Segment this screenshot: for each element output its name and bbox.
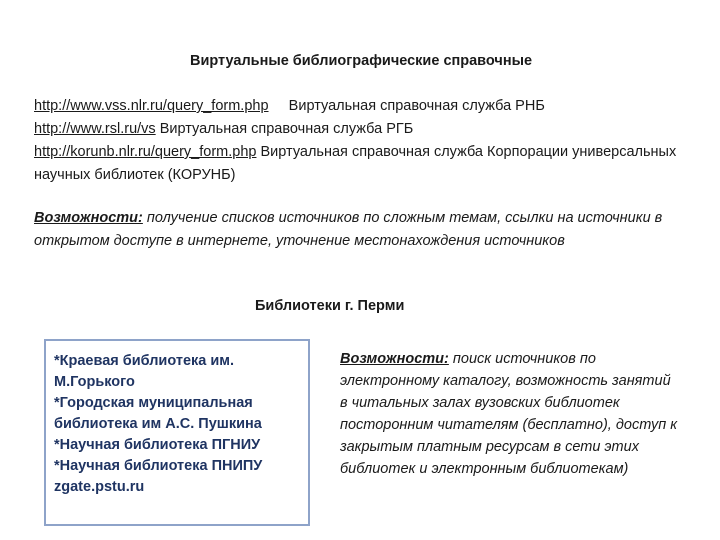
capabilities-text: получение списков источников по сложным темам, ссылки на источники в открытом доступе в интернете, уточнение местонахождения источников xyxy=(34,210,663,249)
perm-capabilities-heading: Возможности: xyxy=(340,351,449,367)
library-item: *Городская муниципальная библиотека им А.С. Пушкина xyxy=(54,395,262,432)
service-link-rgb[interactable]: http://www.rsl.ru/vs xyxy=(34,121,156,137)
service-text-rnb: Виртуальная справочная служба РНБ xyxy=(288,98,545,114)
capabilities-paragraph xyxy=(34,207,664,253)
service-item xyxy=(34,95,684,118)
service-item xyxy=(34,141,684,187)
virtual-services-list xyxy=(34,95,684,187)
library-item: *Краевая библиотека им. М.Горького xyxy=(54,353,235,390)
library-item: *Научная библиотека ПНИПУ xyxy=(54,458,263,474)
library-link-zgate[interactable]: zgate.pstu.ru xyxy=(54,479,145,495)
perm-capabilities-text: поиск источников по электронному каталогу, возможность занятий в читальных залах вузовских библиотек посторонним читателям (бесплатно), доступ к закрытым платным ресурсам в сети этих библиотек и электронным библиотекам) xyxy=(340,351,678,477)
service-text-rgb: Виртуальная справочная служба РГБ xyxy=(159,121,414,137)
perm-libraries-list xyxy=(54,351,304,498)
capabilities-heading: Возможности: xyxy=(34,210,143,226)
service-link-rnb[interactable]: http://www.vss.nlr.ru/query_form.php xyxy=(34,98,269,114)
service-link-korunb[interactable]: http://korunb.nlr.ru/query_form.php xyxy=(34,144,257,160)
library-item: *Научная библиотека ПГНИУ xyxy=(54,437,261,453)
page-title: Виртуальные библиографические справочные xyxy=(190,53,533,69)
perm-capabilities-paragraph xyxy=(340,348,680,480)
perm-libraries-heading: Библиотеки г. Перми xyxy=(255,298,405,314)
service-item xyxy=(34,118,684,141)
service-text-korunb: Виртуальная справочная служба Корпорации универсальных научных библиотек (КОРУНБ) xyxy=(34,144,677,183)
